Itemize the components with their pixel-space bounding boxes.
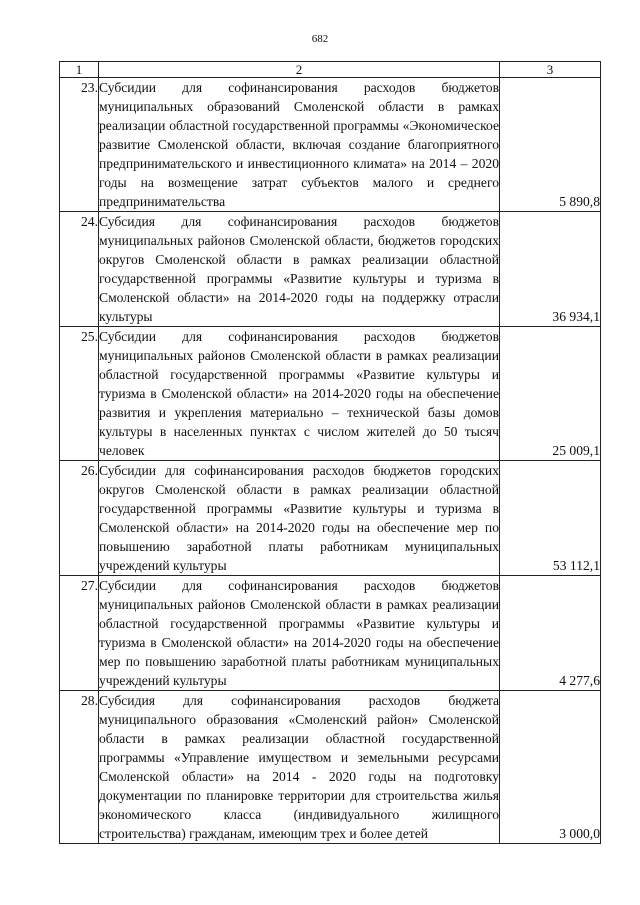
page-number: 682 xyxy=(311,33,329,45)
row-amount: 53 112,1 xyxy=(500,461,601,576)
row-number: 26. xyxy=(60,461,99,576)
row-number: 28. xyxy=(60,691,99,844)
table-row xyxy=(60,576,601,691)
table-header-row xyxy=(60,62,601,78)
row-description: Субсидии для софинансирования расходов бюджетов муниципальных районов Смоленской области в рамках реализации областной государственной программы «Развитие культуры и туризма в Смоленской области» на 2014-2020 годы на обеспечение мер по повышению заработной платы работникам муниципальных учреждений культуры xyxy=(99,576,500,691)
table-row xyxy=(60,78,601,212)
row-amount: 25 009,1 xyxy=(500,327,601,461)
row-amount: 36 934,1 xyxy=(500,212,601,327)
row-amount: 3 000,0 xyxy=(500,691,601,844)
row-number: 27. xyxy=(60,576,99,691)
header-col-2: 2 xyxy=(99,62,500,78)
header-col-1: 1 xyxy=(60,62,99,78)
table-row xyxy=(60,327,601,461)
row-description: Субсидия для софинансирования расходов бюджетов муниципальных районов Смоленской области, бюджетов городских округов Смоленской области в рамках реализации областной государственной программы «Развитие культуры и туризма в Смоленской области» на 2014-2020 годы на поддержку отрасли культуры xyxy=(99,212,500,327)
row-description: Субсидия для софинансирования расходов бюджета муниципального образования «Смоленский район» Смоленской области в рамках реализации областной государственной программы «Управление имуществом и земельными ресурсами Смоленской области» на 2014 - 2020 годы на подготовку документации по планировке территории для строительства жилья экономического класса (индивидуального жилищного строительства) гражданам, имеющим трех и более детей xyxy=(99,691,500,844)
table-row xyxy=(60,461,601,576)
row-description: Субсидии для софинансирования расходов бюджетов муниципальных районов Смоленской области в рамках реализации областной государственной программы «Развитие культуры и туризма в Смоленской области» на 2014-2020 годы на обеспечение развития и укрепления материально – технической базы домов культуры в населенных пунктах с числом жителей до 50 тысяч человек xyxy=(99,327,500,461)
row-description: Субсидии для софинансирования расходов бюджетов городских округов Смоленской области в рамках реализации областной государственной программы «Развитие культуры и туризма в Смоленской области» на 2014-2020 годы на обеспечение мер по повышению заработной платы работникам муниципальных учреждений культуры xyxy=(99,461,500,576)
row-number: 25. xyxy=(60,327,99,461)
table-row xyxy=(60,691,601,844)
row-description: Субсидии для софинансирования расходов бюджетов муниципальных образований Смоленской области в рамках реализации областной государственной программы «Экономическое развитие Смоленской области, включая создание благоприятного предпринимательского и инвестиционного климата» на 2014 – 2020 годы на возмещение затрат субъектов малого и среднего предпринимательства xyxy=(99,78,500,212)
row-number: 23. xyxy=(60,78,99,212)
row-number: 24. xyxy=(60,212,99,327)
row-amount: 5 890,8 xyxy=(500,78,601,212)
table-row xyxy=(60,212,601,327)
header-col-3: 3 xyxy=(500,62,601,78)
budget-table xyxy=(59,61,601,844)
row-amount: 4 277,6 xyxy=(500,576,601,691)
